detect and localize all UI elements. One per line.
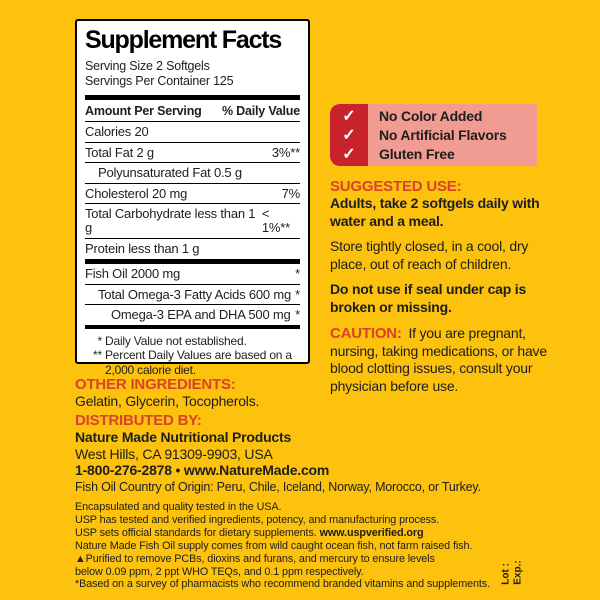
nutrient-label: Cholesterol 20 mg: [85, 185, 188, 201]
nutrient-value: < 1%**: [261, 206, 291, 235]
nutrient-label: Calories 20: [85, 124, 149, 139]
panel-title: Supplement Facts: [85, 26, 282, 54]
nutrient-label: Total Carbohydrate less than 1 g: [85, 206, 256, 235]
servings-per-container: Servings Per Container 125: [85, 74, 234, 88]
footnote-text: Daily Value not established.: [105, 333, 247, 348]
phone-and-website: 1-800-276-2878 • www.NatureMade.com: [75, 462, 330, 478]
claims-box: [330, 104, 537, 166]
nutrient-label: Fish Oil 2000 mg: [85, 266, 181, 281]
suggested-use-heading: SUGGESTED USE:: [330, 178, 462, 195]
nutrient-row-epa-dha: [85, 305, 300, 325]
checkmark-icon: ✓: [342, 126, 356, 144]
fine-print-line: Encapsulated and quality tested in the USA.: [75, 501, 282, 513]
suggested-use-dose: Adults, take 2 softgels daily with water and a meal.: [330, 195, 540, 229]
nutrient-label: Polyunsaturated Fat 0.5 g: [98, 165, 242, 180]
claim-gluten-free: Gluten Free: [379, 145, 455, 162]
usp-verified-url: www.uspverified.org: [319, 526, 424, 539]
caution-text: If you are pregnant, nursing, taking medications, or have blood clotting issues, consult your physician before use.: [330, 325, 547, 394]
footnote-marker: *: [97, 333, 102, 348]
claim-no-artificial-flavors: No Artificial Flavors: [379, 126, 507, 143]
nutrient-row-cholesterol: [85, 184, 300, 205]
fine-print-block: [75, 501, 535, 591]
distributed-by-heading: DISTRIBUTED BY:: [75, 412, 202, 429]
other-ingredients-heading: OTHER INGREDIENTS:: [75, 376, 236, 393]
nutrient-row-total-carbohydrate: [85, 204, 300, 239]
fine-print-line: *Based on a survey of pharmacists who recommend branded vitamins and supplements.: [75, 578, 490, 591]
fine-print-line: [75, 527, 535, 540]
lot-exp-area: [487, 547, 537, 597]
usage-column: [330, 178, 548, 395]
nutrient-value: 7%: [281, 185, 300, 201]
exp-label: Exp.:: [511, 559, 523, 585]
company-name: Nature Made Nutritional Products: [75, 429, 292, 445]
caution-heading: CAUTION:: [330, 325, 402, 342]
fine-print-usp-text: USP sets official standards for dietary supplements.: [75, 526, 320, 539]
nutrient-row-total-fat: [85, 143, 300, 164]
lot-label: Lot :: [500, 562, 512, 585]
nutrient-value: 3%**: [271, 144, 300, 160]
panel-header-row: [85, 100, 300, 122]
nutrient-label: Omega-3 EPA and DHA 500 mg: [111, 307, 291, 322]
nutrient-row-calories: [85, 122, 300, 143]
caution-paragraph: [330, 325, 548, 395]
nutrient-row-protein: [85, 239, 300, 259]
nutrient-label: Total Omega-3 Fatty Acids 600 mg: [98, 286, 292, 302]
claims-check-strip: [330, 104, 368, 166]
fine-print-line: below 0.09 ppm, 2 ppt WHO TEQs, and 0.1 ppm respectively.: [75, 565, 364, 578]
divider-medium: [85, 325, 300, 329]
daily-value-header: % Daily Value: [222, 104, 300, 118]
panel-footnotes: [85, 334, 300, 378]
nutrient-row-fish-oil: [85, 264, 300, 285]
other-ingredients-text: Gelatin, Glycerin, Tocopherols.: [75, 393, 260, 409]
footnote-percent-dv: [85, 348, 300, 377]
nutrient-label: Total Fat 2 g: [85, 144, 154, 160]
footnote-dv: [85, 334, 300, 349]
distributed-by-section: [75, 412, 355, 479]
footnote-marker: **: [93, 348, 102, 362]
other-ingredients-section: [75, 376, 335, 410]
nutrient-value: *: [295, 266, 300, 281]
serving-size: Serving Size 2 Softgels: [85, 59, 210, 73]
amount-per-serving-header: Amount Per Serving: [85, 104, 202, 118]
nutrient-label: Protein less than 1 g: [85, 240, 200, 256]
nutrient-value: *: [295, 286, 300, 302]
country-of-origin: Fish Oil Country of Origin: Peru, Chile, Iceland, Norway, Morocco, or Turkey.: [75, 480, 481, 494]
fine-print-line: ▲Purified to remove PCBs, dioxins and furans, and mercury to ensure levels: [75, 552, 435, 565]
claim-no-color-added: No Color Added: [379, 107, 483, 124]
nutrient-row-polyunsaturated-fat: [85, 163, 300, 184]
checkmark-icon: ✓: [342, 107, 356, 125]
nutrient-value: *: [295, 307, 300, 322]
seal-warning: Do not use if seal under cap is broken or missing.: [330, 281, 527, 315]
nutrient-row-omega3-fatty-acids: [85, 285, 300, 306]
fine-print-line: Nature Made Fish Oil supply comes from wild caught ocean fish, not farm raised fish.: [75, 539, 473, 552]
supplement-facts-panel: [75, 19, 310, 377]
fine-print-line: USP has tested and verified ingredients, potency, and manufacturing process.: [75, 513, 440, 526]
checkmark-icon: ✓: [342, 145, 356, 163]
company-address: West Hills, CA 91309-9903, USA: [75, 445, 273, 462]
storage-instructions: Store tightly closed, in a cool, dry place, out of reach of children.: [330, 238, 529, 272]
footnote-text: Percent Daily Values are based on a 2,000 calorie diet.: [105, 348, 292, 377]
